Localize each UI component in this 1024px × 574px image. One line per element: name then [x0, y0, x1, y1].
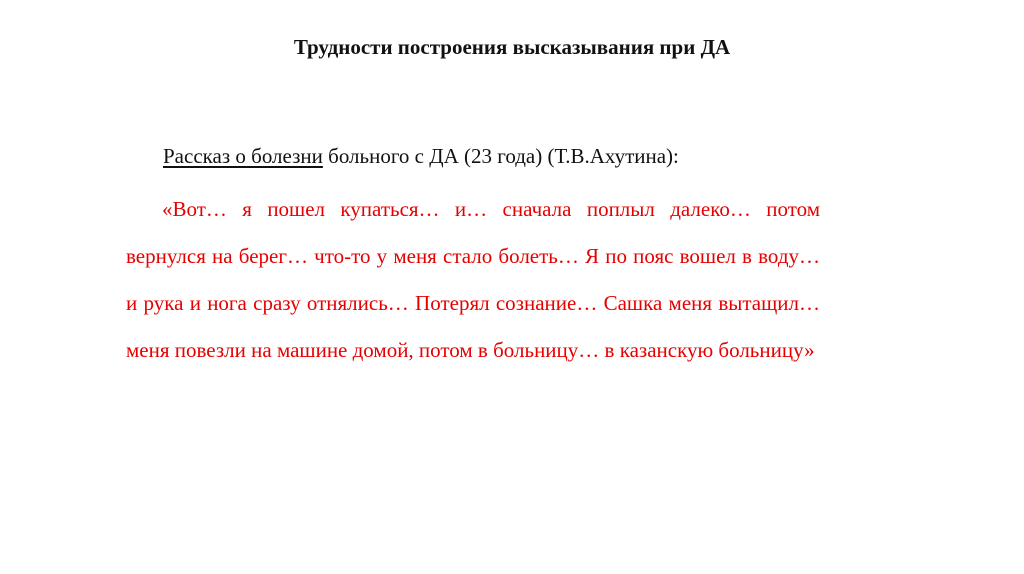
- intro-underlined-text: Рассказ о болезни: [163, 144, 323, 168]
- patient-quote: «Вот… я пошел купаться… и… сначала поплыл далеко… потом вернулся на берег… что-то у меня стало болеть… Я по пояс вошел в воду… и рука и нога сразу отнялись… Потерял сознание… Сашка меня вытащил… меня повезли на машине домой, потом в больницу… в казанскую больницу»: [126, 197, 820, 362]
- slide-title: Трудности построения высказывания при ДА: [293, 35, 731, 59]
- intro-line: [163, 141, 679, 171]
- intro-rest-text: больного с ДА (23 года) (Т.В.Ахутина):: [322, 144, 679, 168]
